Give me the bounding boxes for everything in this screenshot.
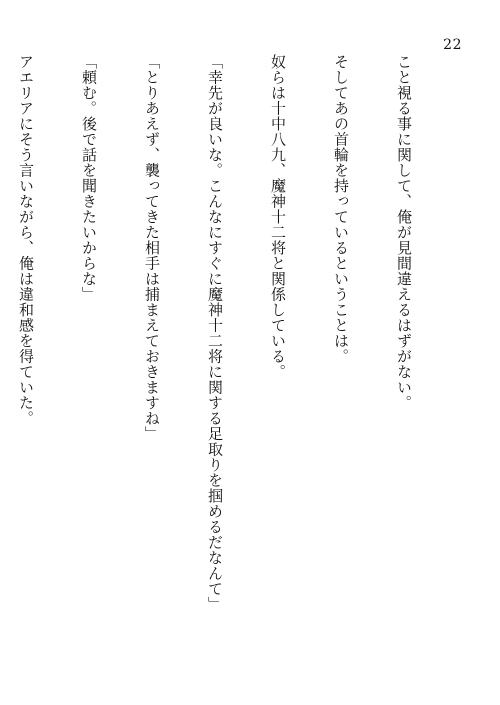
page-number: 22 — [443, 37, 462, 53]
text-line: 奴らは十中八九、魔神十二将と関係している。 — [269, 54, 287, 380]
text-line: 「幸先が良いな。こんなにすぐに魔神十二将に関する足取りを掴めるだなんて」 — [206, 54, 224, 612]
text-line: 「とりあえず、襲ってきた相手は捕まえておきますね」 — [143, 54, 161, 442]
text-line: そしてあの首輪を持っているということは。 — [332, 54, 350, 364]
vertical-text-block — [17, 54, 456, 654]
text-line: こと視る事に関して、俺が見間違えるはずがない。 — [395, 54, 413, 411]
text-line: アエリアにそう言いながら、俺は違和感を得ていた。 — [17, 54, 35, 426]
text-line: 「頼む。後で話を聞きたいからな」 — [80, 54, 98, 302]
